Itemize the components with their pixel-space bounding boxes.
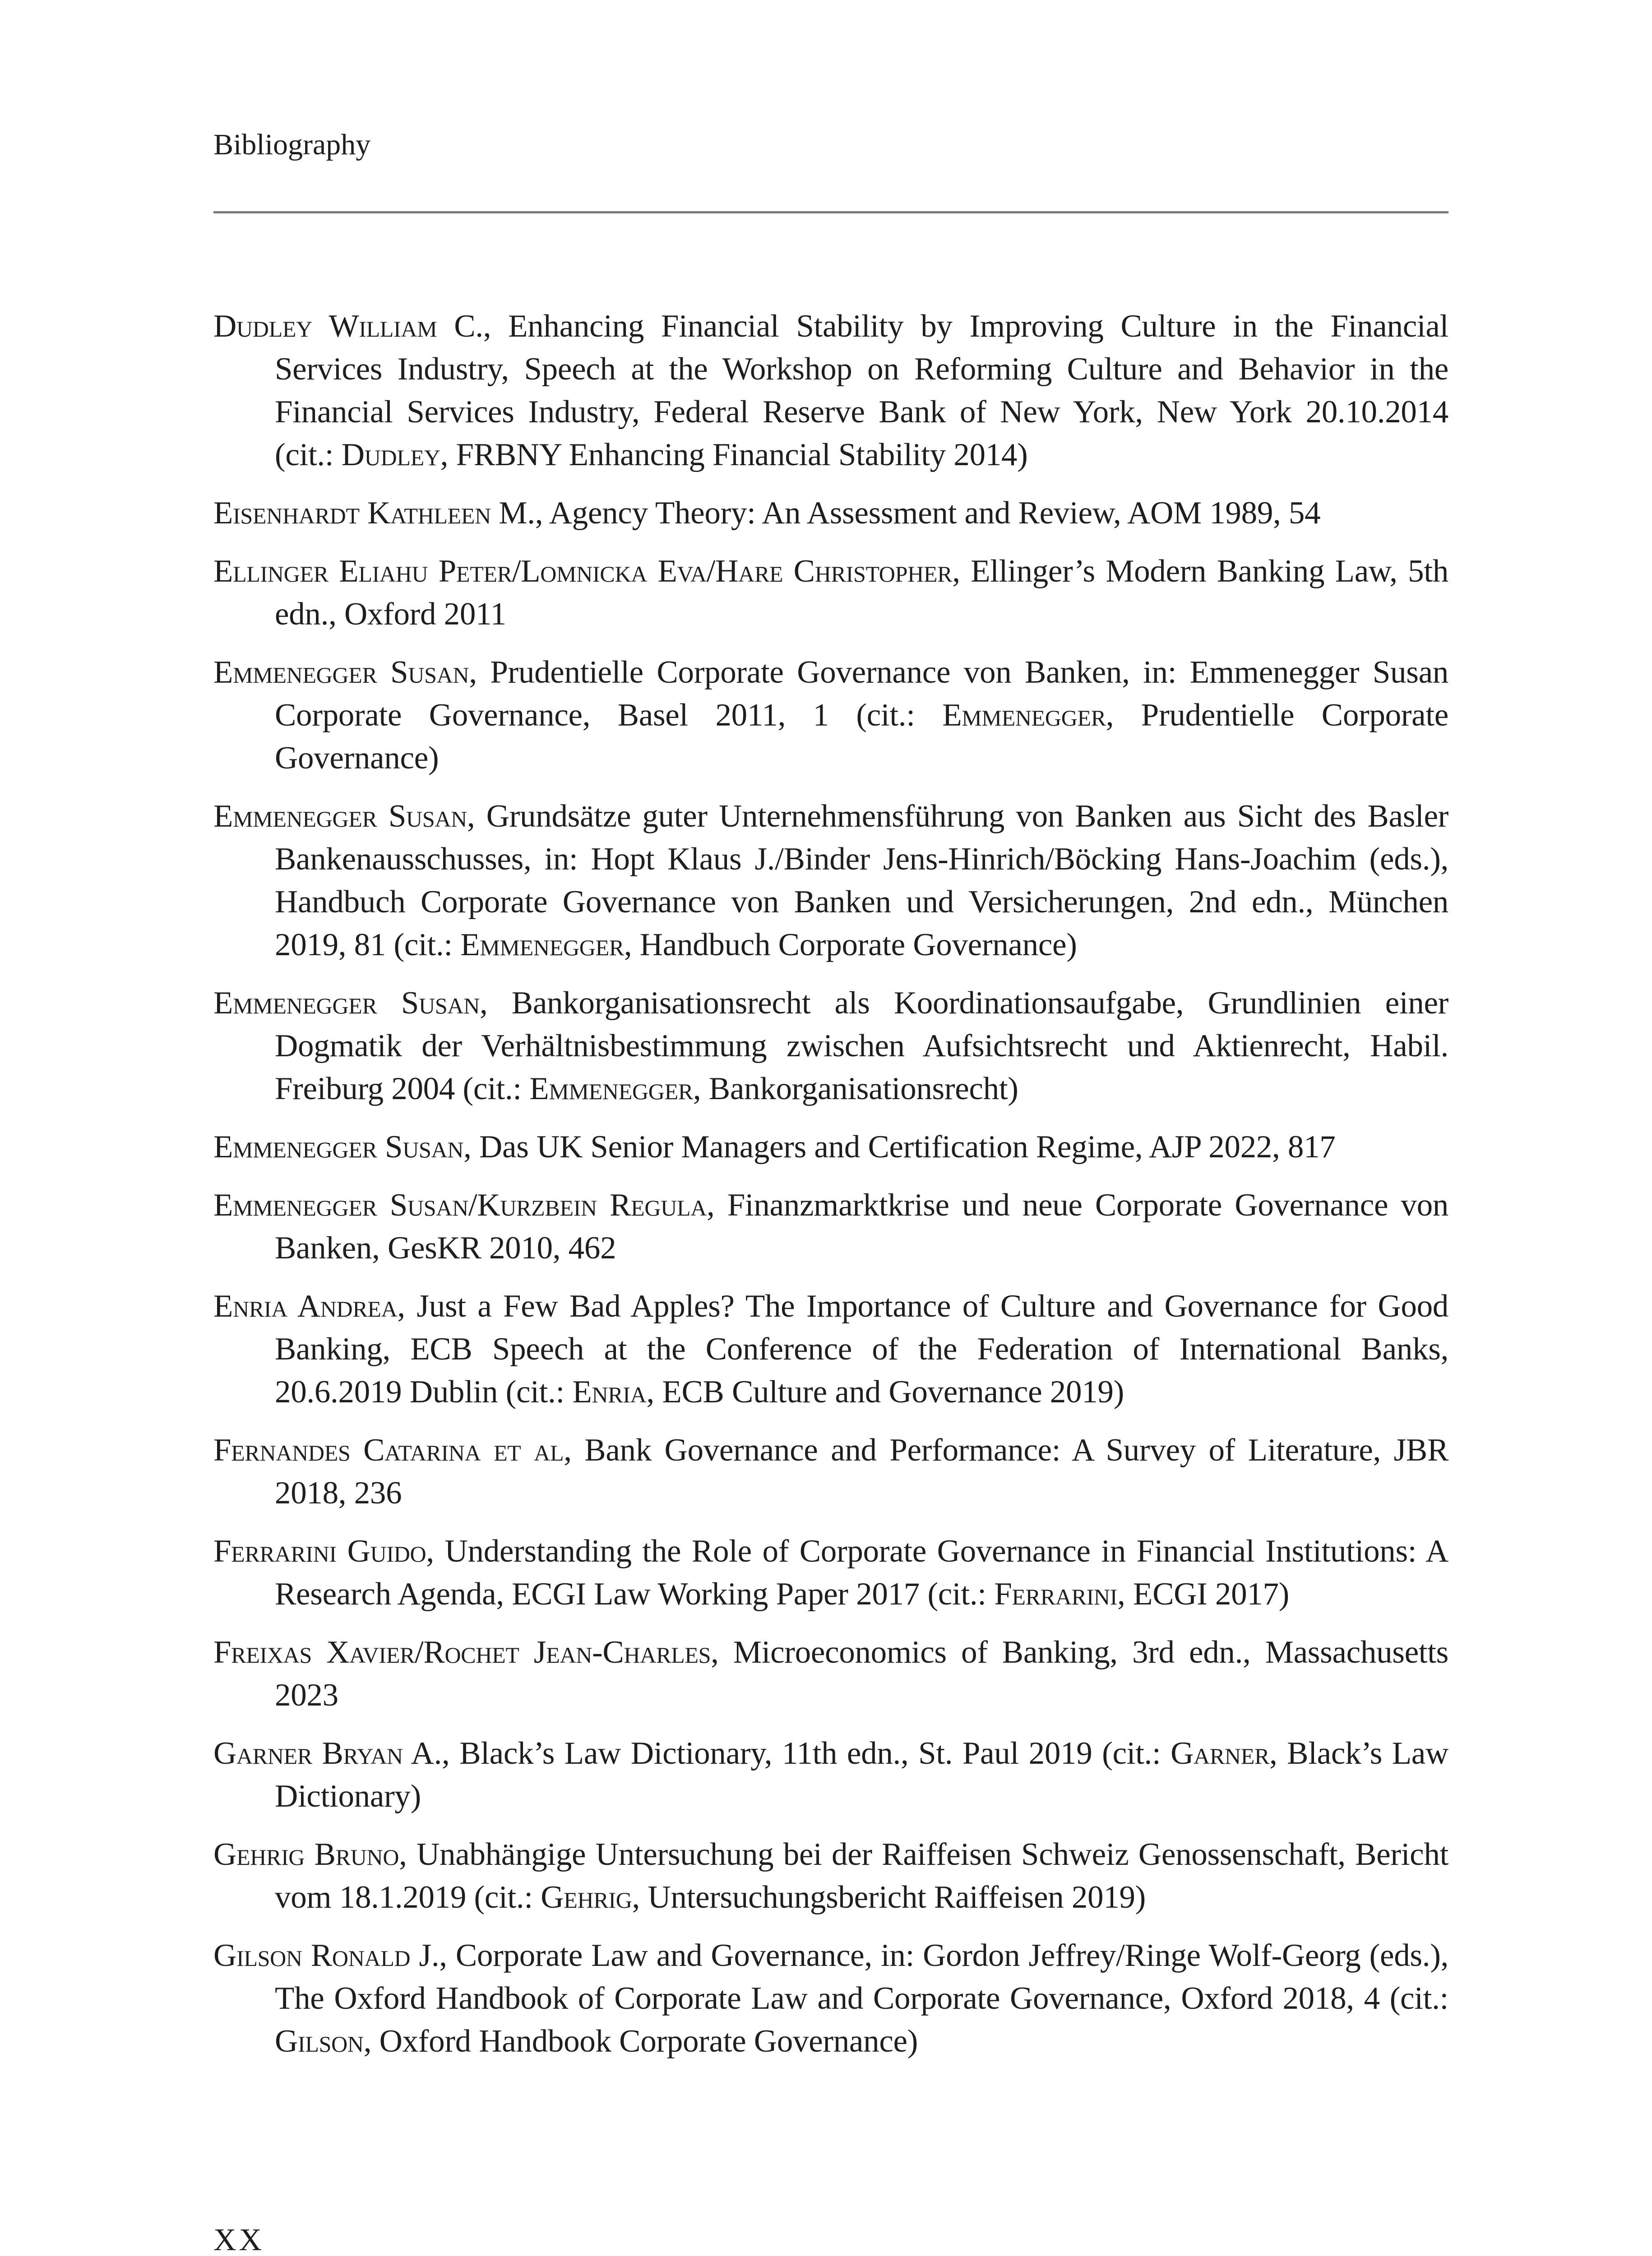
bibliography-entry xyxy=(213,795,1448,966)
entry-cite-rest: , ECB Culture and Governance 2019) xyxy=(646,1374,1124,1410)
entry-text: , Bankorganisationsrecht als Koordinationsaufgabe, Grundlinien einer Dogmatik der Verhältnisbestimmung zwischen Aufsichtsrecht und Aktienrecht, Habil. Freiburg 2004 xyxy=(275,985,1448,1106)
entry-text: A., Black’s Law Dictionary, 11th edn., St. Paul 2019 xyxy=(403,1736,1092,1771)
entry-author: Dudley William C. xyxy=(213,309,483,344)
entry-author: Ferrarini Guido xyxy=(213,1534,426,1569)
entry-text: , Finanzmarktkrise und neue Corporate Governance von Banken, GesKR 2010, 462 xyxy=(275,1188,1448,1266)
entry-author: Gilson Ronald xyxy=(213,1938,411,1973)
entry-text: , Enhancing Financial Stability by Improving Culture in the Financial Services Industry, Speech at the Workshop on Reforming Culture and Behavior in the Financial Services Industry, Federal Reserve Bank of New York, New York 20.10.2014 xyxy=(275,309,1448,430)
bibliography-entry xyxy=(213,1934,1448,2063)
bibliography-entry xyxy=(213,1732,1448,1818)
entry-cite-rest: , Oxford Handbook Corporate Governance) xyxy=(363,2024,918,2059)
entry-text: , Unabhängige Untersuchung bei der Raiffeisen Schweiz Genossenschaft, Bericht vom 18.1.2019 xyxy=(275,1837,1448,1915)
entry-cite-rest: , Prudentielle Corporate Governance) xyxy=(275,698,1448,776)
entry-author: Emmenegger Susan/Kurzbein Regula xyxy=(213,1188,707,1223)
entry-text: , Prudentielle Corporate Governance von Banken, in: Emmenegger Susan Corporate Governance, Basel 2011, 1 xyxy=(275,655,1449,733)
entry-cite-name: Emmenegger xyxy=(529,1071,693,1106)
page-number: XX xyxy=(213,2223,265,2256)
entry-author: Eisenhardt Kathleen xyxy=(213,495,491,531)
entry-cite-name: Enria xyxy=(572,1374,647,1410)
entry-cite-name: Garner xyxy=(1171,1736,1270,1771)
entry-cite-name: Ferrarini xyxy=(994,1576,1118,1612)
entry-cite-prefix: (cit.: xyxy=(1092,1736,1171,1771)
entry-author: Emmenegger Susan xyxy=(213,799,467,834)
entry-cite-rest: , ECGI 2017) xyxy=(1117,1576,1290,1612)
bibliography-entry xyxy=(213,1429,1448,1515)
entry-cite-prefix: (cit.: xyxy=(920,1576,995,1612)
bibliography-entry xyxy=(213,1184,1448,1270)
entry-author: Enria Andrea xyxy=(213,1289,398,1324)
entry-text: , Just a Few Bad Apples? The Importance of Culture and Governance for Good Banking, ECB Speech at the Conference of the Federation of International Banks, 20.6.2019 Dublin xyxy=(275,1289,1449,1410)
entry-cite-prefix: (cit.: xyxy=(386,927,461,962)
entry-cite-name: Dudley xyxy=(341,437,440,472)
entry-cite-prefix: (cit.: xyxy=(455,1071,530,1106)
entry-cite-rest: , FRBNY Enhancing Financial Stability 2014) xyxy=(440,437,1028,472)
entry-text: , Ellinger’s Modern Banking Law, 5th edn., Oxford 2011 xyxy=(275,554,1449,632)
entry-cite-name: Emmenegger xyxy=(460,927,624,962)
entry-text: , Grundsätze guter Unternehmensführung von Banken aus Sicht des Basler Bankenausschusses, in: Hopt Klaus J./Binder Jens-Hinrich/Böcking Hans-Joachim (eds.), Handbuch Corporate Governance von Banken und Versicherungen, 2nd edn., München 2019, 81 xyxy=(275,799,1449,962)
entry-cite-rest: , Handbuch Corporate Governance) xyxy=(624,927,1077,962)
entry-text: , Das UK Senior Managers and Certification Regime, AJP 2022, 817 xyxy=(463,1129,1336,1165)
entry-cite-name: Gilson xyxy=(275,2024,364,2059)
header-rule xyxy=(213,211,1448,213)
entry-author: Emmenegger Susan xyxy=(213,655,469,690)
entry-author: Emmenegger Susan xyxy=(213,1129,464,1165)
entry-cite-prefix: (cit.: xyxy=(498,1374,573,1410)
entry-text: M., Agency Theory: An Assessment and Review, AOM 1989, 54 xyxy=(491,495,1321,531)
entry-cite-name: Emmenegger xyxy=(942,698,1106,733)
bibliography-entry xyxy=(213,492,1448,535)
bibliography-entry xyxy=(213,305,1448,476)
bibliography-entry xyxy=(213,1530,1448,1616)
entry-cite-prefix: (cit.: xyxy=(466,1880,541,1915)
entry-text: , Bank Governance and Performance: A Survey of Literature, JBR 2018, 236 xyxy=(275,1433,1449,1511)
running-head: Bibliography xyxy=(213,128,371,161)
entry-cite-rest: , Bankorganisationsrecht) xyxy=(693,1071,1018,1106)
bibliography-entry xyxy=(213,1833,1448,1919)
entry-author: Emmenegger Susan xyxy=(213,985,480,1021)
bibliography-entry xyxy=(213,1285,1448,1414)
entry-cite-prefix: (cit.: xyxy=(1379,1981,1448,2016)
entry-cite-name: Gehrig xyxy=(541,1880,632,1915)
bibliography-list xyxy=(213,305,1448,2078)
entry-text: , Microeconomics of Banking, 3rd edn., Massachusetts 2023 xyxy=(275,1635,1448,1713)
entry-author: Garner Bryan xyxy=(213,1736,403,1771)
bibliography-entry xyxy=(213,651,1448,780)
bibliography-entry xyxy=(213,1126,1448,1169)
bibliography-entry xyxy=(213,982,1448,1110)
entry-text: , Understanding the Role of Corporate Governance in Financial Institutions: A Research Agenda, ECGI Law Working Paper 2017 xyxy=(275,1534,1448,1612)
entry-cite-prefix: (cit.: xyxy=(828,698,943,733)
entry-author: Ellinger Eliahu Peter/Lomnicka Eva/Hare Christopher xyxy=(213,554,953,589)
entry-author: Fernandes Catarina et al xyxy=(213,1433,564,1468)
bibliography-entry xyxy=(213,550,1448,636)
entry-cite-prefix: (cit.: xyxy=(275,437,342,472)
bibliography-entry xyxy=(213,1631,1448,1717)
entry-author: Freixas Xavier/Rochet Jean-Charles xyxy=(213,1635,711,1670)
entry-cite-rest: , Untersuchungsbericht Raiffeisen 2019) xyxy=(632,1880,1146,1915)
entry-author: Gehrig Bruno xyxy=(213,1837,399,1872)
entry-text: J., Corporate Law and Governance, in: Gordon Jeffrey/Ringe Wolf-Georg (eds.), The Oxford Handbook of Corporate Law and Corporate Governance, Oxford 2018, 4 xyxy=(275,1938,1448,2016)
entry-cite-rest: , Black’s Law Dictionary) xyxy=(275,1736,1448,1814)
